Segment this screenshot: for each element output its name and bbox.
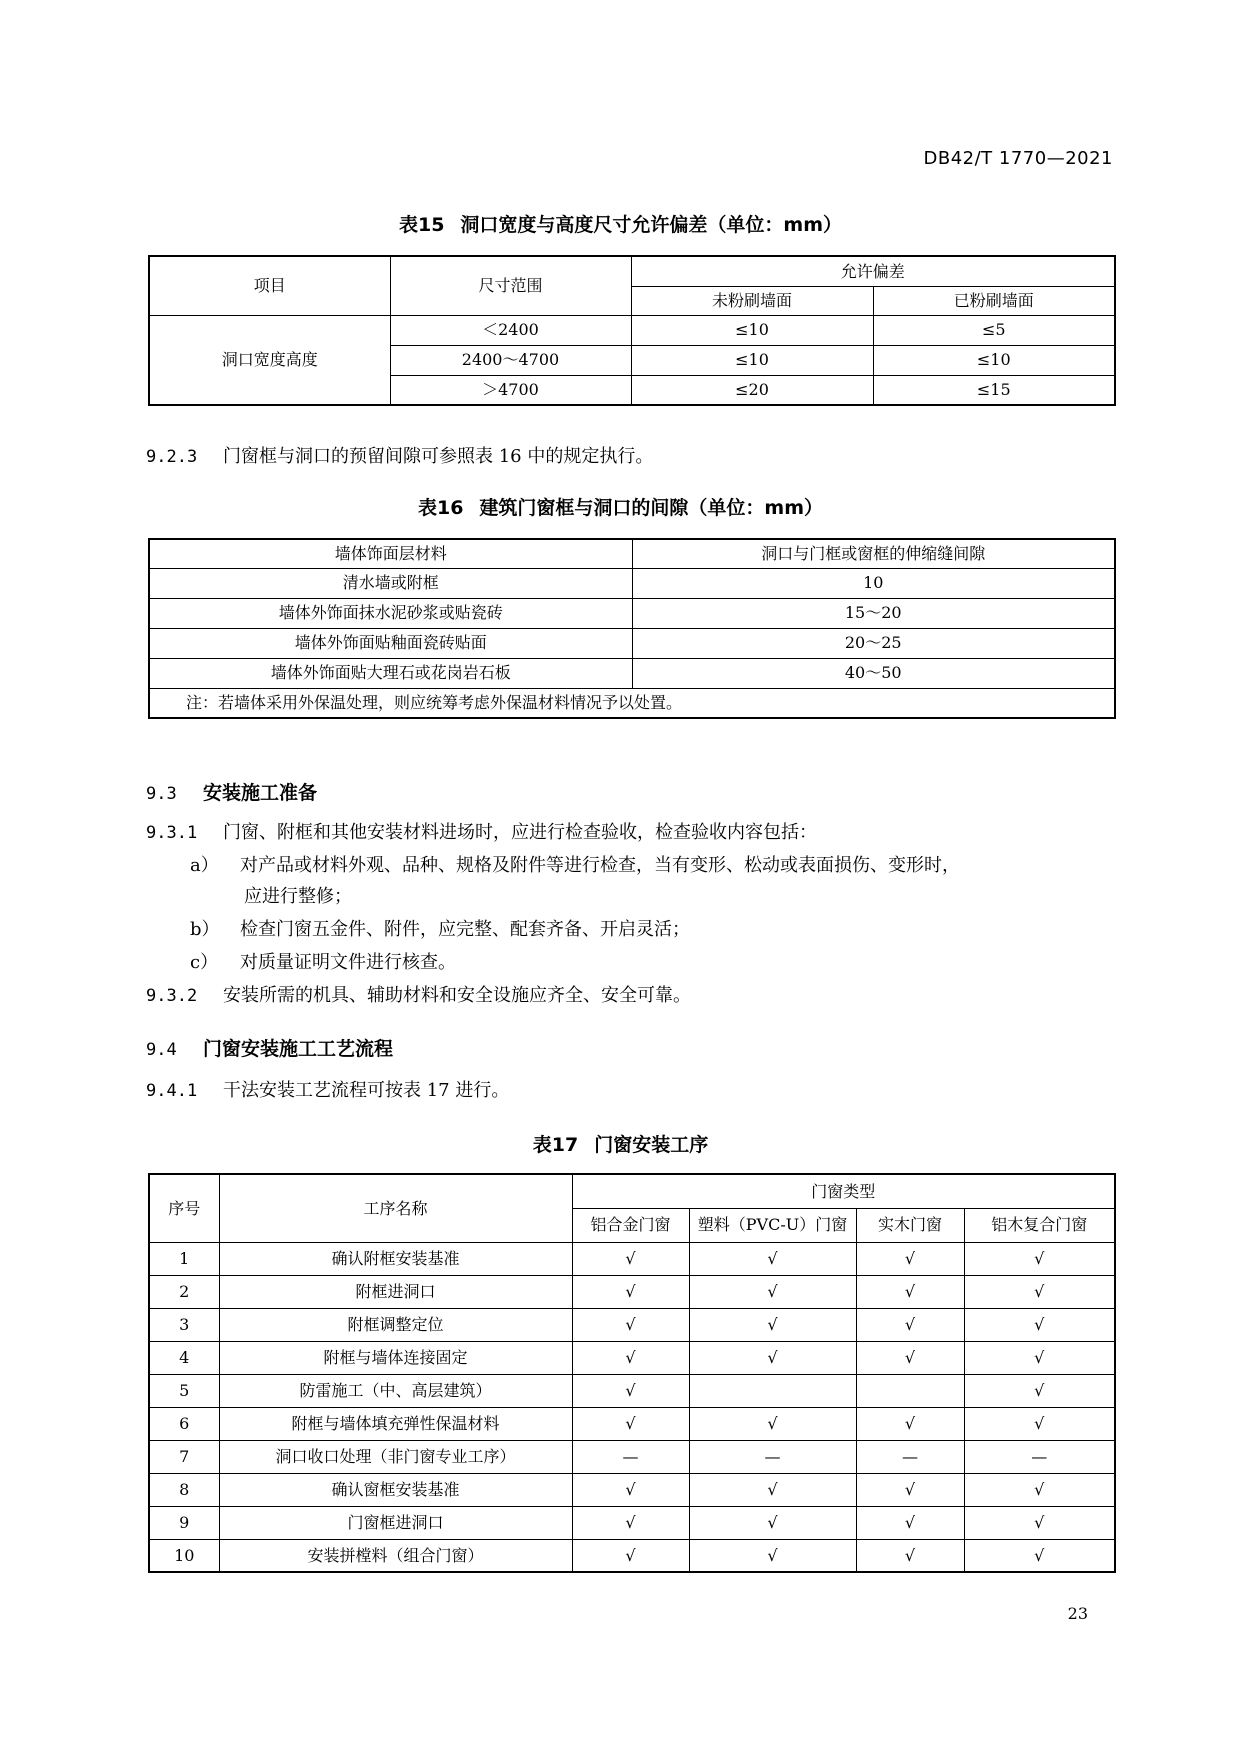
table15-header-unplastered: 未粉刷墙面 [631, 286, 873, 315]
list-text: 对产品或材料外观、品种、规格及附件等进行检查，当有变形、松动或表面损伤、变形时， [240, 855, 960, 876]
table17-number: 表17 [532, 1134, 579, 1156]
table-cell: ≤20 [631, 375, 873, 405]
table16-title: 建筑门窗框与洞口的间隙（单位：mm） [479, 497, 824, 519]
table-cell: ＜2400 [390, 315, 631, 345]
check-mark: √ [964, 1341, 1115, 1374]
check-mark: √ [964, 1473, 1115, 1506]
table16-number: 表16 [417, 497, 464, 519]
clause-text: 干法安装工艺流程可按表 17 进行。 [223, 1080, 510, 1101]
dash-mark: — [964, 1440, 1115, 1473]
table-cell: 附框调整定位 [219, 1308, 572, 1341]
table-row [149, 628, 1115, 658]
table-cell: 7 [149, 1440, 219, 1473]
table15-header-item: 项目 [149, 256, 390, 315]
table16-header-gap: 洞口与门框或窗框的伸缩缝间隙 [632, 539, 1115, 568]
table-row [149, 315, 1115, 345]
check-mark: √ [964, 1506, 1115, 1539]
table-row [149, 658, 1115, 688]
table15-header-tolerance: 允许偏差 [631, 256, 1115, 286]
table-cell: 清水墙或附框 [149, 568, 632, 598]
table-row [149, 1374, 1115, 1407]
table-row [149, 1242, 1115, 1275]
check-mark: √ [572, 1275, 689, 1308]
list-item [190, 954, 456, 972]
table15-number: 表15 [398, 214, 445, 236]
table15 [148, 255, 1116, 406]
clause-9-4-1 [146, 1082, 509, 1100]
table-cell: 墙体外饰面贴釉面瓷砖贴面 [149, 628, 632, 658]
section-9-3-heading [146, 778, 317, 805]
table-cell: 附框与墙体连接固定 [219, 1341, 572, 1374]
table15-header-range: 尺寸范围 [390, 256, 631, 315]
list-item-continuation: 应进行整修； [244, 886, 352, 907]
table-cell: 3 [149, 1308, 219, 1341]
clause-text: 安装所需的机具、辅助材料和安全设施应齐全、安全可靠。 [223, 985, 691, 1006]
check-mark: √ [964, 1308, 1115, 1341]
table-cell: 确认窗框安装基准 [219, 1473, 572, 1506]
table-cell: 4 [149, 1341, 219, 1374]
table17 [148, 1173, 1116, 1573]
table-cell: 门窗框进洞口 [219, 1506, 572, 1539]
check-mark: √ [856, 1407, 964, 1440]
table17-header-name: 工序名称 [219, 1174, 572, 1242]
table-cell: 墙体外饰面贴大理石或花岗岩石板 [149, 658, 632, 688]
check-mark: √ [572, 1407, 689, 1440]
clause-number: 9.4.1 [146, 1081, 198, 1101]
check-mark [856, 1374, 964, 1407]
check-mark: √ [689, 1341, 856, 1374]
check-mark: √ [572, 1308, 689, 1341]
table17-header-wood: 实木门窗 [856, 1208, 964, 1242]
table-cell: 附框进洞口 [219, 1275, 572, 1308]
table-cell: 15～20 [632, 598, 1115, 628]
table-cell: 防雷施工（中、高层建筑） [219, 1374, 572, 1407]
table17-header-alu-wood: 铝木复合门窗 [964, 1208, 1115, 1242]
table-cell: 8 [149, 1473, 219, 1506]
table-cell: ≤10 [631, 315, 873, 345]
table-cell: 5 [149, 1374, 219, 1407]
table16-note: 注：若墙体采用外保温处理，则应统筹考虑外保温材料情况予以处置。 [149, 688, 1115, 718]
table-cell: ＞4700 [390, 375, 631, 405]
table-cell: 6 [149, 1407, 219, 1440]
table-row [149, 598, 1115, 628]
check-mark: √ [689, 1407, 856, 1440]
page-number: 23 [1067, 1604, 1088, 1623]
clause-number: 9.2.3 [146, 447, 198, 467]
check-mark: √ [964, 1374, 1115, 1407]
table-cell: 20～25 [632, 628, 1115, 658]
check-mark: √ [572, 1506, 689, 1539]
list-marker: a） [190, 855, 219, 876]
table-row [149, 1341, 1115, 1374]
check-mark: √ [572, 1341, 689, 1374]
table-cell: ≤5 [873, 315, 1115, 345]
table15-caption [0, 210, 1241, 237]
table-row [149, 1539, 1115, 1572]
table-cell: 9 [149, 1506, 219, 1539]
check-mark: √ [689, 1473, 856, 1506]
list-item [190, 857, 960, 875]
table16-caption [0, 493, 1241, 520]
table17-title: 门窗安装工序 [594, 1134, 709, 1156]
table-cell: ≤10 [873, 345, 1115, 375]
table-cell: 安装拼樘料（组合门窗） [219, 1539, 572, 1572]
check-mark: √ [572, 1242, 689, 1275]
dash-mark: — [689, 1440, 856, 1473]
table-cell: ≤15 [873, 375, 1115, 405]
dash-mark: — [572, 1440, 689, 1473]
clause-number: 9.3.2 [146, 986, 198, 1006]
table17-caption [0, 1130, 1241, 1157]
table-cell: 10 [632, 568, 1115, 598]
document-code: DB42/T 1770—2021 [923, 148, 1113, 169]
table-row [149, 1407, 1115, 1440]
list-text: 对质量证明文件进行核查。 [240, 952, 456, 973]
check-mark [689, 1374, 856, 1407]
check-mark: √ [856, 1308, 964, 1341]
table15-title: 洞口宽度与高度尺寸允许偏差（单位：mm） [460, 214, 843, 236]
check-mark: √ [856, 1539, 964, 1572]
clause-text: 门窗框与洞口的预留间隙可参照表 16 中的规定执行。 [223, 446, 654, 467]
table-cell: 附框与墙体填充弹性保温材料 [219, 1407, 572, 1440]
clause-9-3-1 [146, 824, 817, 842]
check-mark: √ [689, 1275, 856, 1308]
check-mark: √ [964, 1275, 1115, 1308]
list-text: 检查门窗五金件、附件，应完整、配套齐备、开启灵活； [240, 919, 690, 940]
check-mark: √ [572, 1374, 689, 1407]
section-title: 安装施工准备 [203, 782, 318, 804]
table-cell: 确认附框安装基准 [219, 1242, 572, 1275]
section-title: 门窗安装施工工艺流程 [203, 1038, 394, 1060]
check-mark: √ [964, 1539, 1115, 1572]
list-marker: b） [190, 919, 220, 940]
table-cell: 墙体外饰面抹水泥砂浆或贴瓷砖 [149, 598, 632, 628]
check-mark: √ [964, 1242, 1115, 1275]
table-cell: 1 [149, 1242, 219, 1275]
clause-9-3-2 [146, 987, 691, 1005]
check-mark: √ [964, 1407, 1115, 1440]
check-mark: √ [856, 1506, 964, 1539]
table-row [149, 1308, 1115, 1341]
check-mark: √ [856, 1473, 964, 1506]
check-mark: √ [856, 1341, 964, 1374]
table-row [149, 1473, 1115, 1506]
dash-mark: — [856, 1440, 964, 1473]
table15-row-label: 洞口宽度高度 [149, 315, 390, 405]
table-row [149, 1440, 1115, 1473]
check-mark: √ [689, 1506, 856, 1539]
check-mark: √ [856, 1275, 964, 1308]
table16 [148, 538, 1116, 719]
table-cell: 10 [149, 1539, 219, 1572]
section-number: 9.3 [146, 784, 177, 804]
table-row [149, 1506, 1115, 1539]
check-mark: √ [689, 1539, 856, 1572]
table-cell: ≤10 [631, 345, 873, 375]
table17-header-pvc: 塑料（PVC-U）门窗 [689, 1208, 856, 1242]
check-mark: √ [572, 1473, 689, 1506]
clause-number: 9.3.1 [146, 823, 198, 843]
table-cell: 2 [149, 1275, 219, 1308]
section-9-4-heading [146, 1034, 393, 1061]
table-cell: 40～50 [632, 658, 1115, 688]
table17-header-type: 门窗类型 [572, 1174, 1115, 1208]
clause-9-2-3 [146, 448, 653, 466]
table-row [149, 1275, 1115, 1308]
check-mark: √ [572, 1539, 689, 1572]
list-item [190, 921, 690, 939]
section-number: 9.4 [146, 1040, 177, 1060]
table17-header-seq: 序号 [149, 1174, 219, 1242]
table15-header-plastered: 已粉刷墙面 [873, 286, 1115, 315]
table17-header-aluminum: 铝合金门窗 [572, 1208, 689, 1242]
table16-header-material: 墙体饰面层材料 [149, 539, 632, 568]
check-mark: √ [856, 1242, 964, 1275]
clause-text: 门窗、附框和其他安装材料进场时，应进行检查验收，检查验收内容包括： [223, 822, 817, 843]
table-cell: 2400～4700 [390, 345, 631, 375]
check-mark: √ [689, 1308, 856, 1341]
table-row [149, 568, 1115, 598]
table-cell: 洞口收口处理（非门窗专业工序） [219, 1440, 572, 1473]
list-marker: c） [190, 952, 219, 973]
check-mark: √ [689, 1242, 856, 1275]
